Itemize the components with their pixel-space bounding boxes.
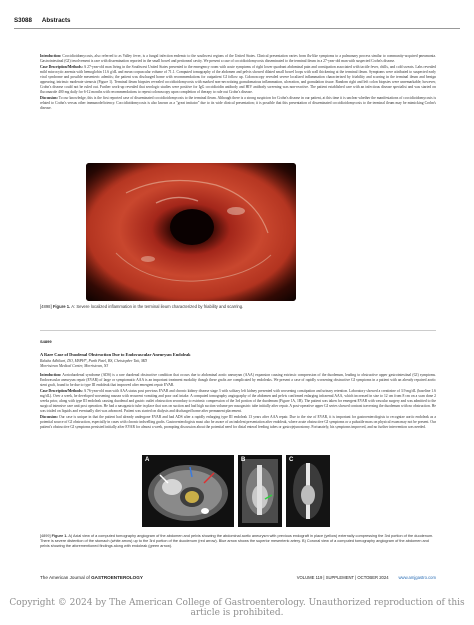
copyright-notice: Copyright © 2024 by The American College of Gastroenterology. Unauthorized reproduction of this article is prohibited. bbox=[9, 598, 465, 618]
abstract-divider bbox=[40, 330, 436, 331]
abstract-2-title: A Rare Case of Duodenal Obstruction Due to Endovascular Aneurysm Endoleak bbox=[40, 352, 191, 357]
journal-name: The American Journal of GASTROENTEROLOGY bbox=[40, 574, 143, 580]
abstract-2-intro: Introduction: Aortoduodenal syndrome (ADS) is a rare duodenal obstructive condition that occurs due to abdominal aortic aneurysm (AAA) expansion causing extrinsic compression of the duodenum, leading to obstructive upper gastrointestinal (GI) symptoms. Endovascular aneurysm repair (EVAR) of large or symptomatic AAA is an important treatment modality though these grafts are complicated by endoleaks. We present a case of rapidly worsening obstructive GI symptoms in a patient with an already repaired aortic stent graft, found to be due to type III endoleak that improved after emergent repair EVAR. bbox=[40, 373, 436, 387]
abstract-1-body bbox=[40, 54, 436, 112]
abstract-1-intro: Introduction: Coccidioidomycosis, also referred to as Valley fever, is a fungal infection endemic to the southwest regions of the United States. Clinical presentation varies from flu-like symptoms to a pulmonary process similar to community-acquired pneumonia. Gastrointestinal (GI) involvement is rare with dissemination reported in the small bowel and peritoneal cavity. We present a case of coccidioidomycosis disseminated to the terminal ileum in a 27-year-old man with suspected Crohn's disease. bbox=[40, 54, 436, 63]
page-footer bbox=[40, 573, 436, 581]
abstract-2-authors: Raksha Adhikari, DO, MSPH*, Parth Patel, BS, Christopher Tait, MD bbox=[40, 359, 148, 363]
panel-label-a: A bbox=[145, 457, 150, 463]
panel-label-c: C bbox=[289, 457, 294, 463]
figure-2-caption: [4899] Figure 1. A) Axial view of a computed tomography angiogram of the abdomen and pelvis showing the abdominal aortic aneurysm with previous endograft in place (yellow) externally compressing the 3rd portion of the duodenum. There is severe distention of the stomach (white arrow) up to the 3rd portion of the duodenum (red arrow). Blue arrow shows the superior mesenteric artery. B) Coronal view of a computed tomography angiogram of the abdomen and pelvis showing the aforementioned findings along with endoleak (green arrow). bbox=[40, 534, 434, 548]
page-number: S3088 bbox=[14, 16, 32, 24]
ct-coronal-image bbox=[238, 455, 282, 527]
ct-axial-image bbox=[142, 455, 234, 527]
header-divider bbox=[14, 28, 460, 29]
abstract-2-discussion: Discussion: Our case is unique in that the patient had already undergone EVAR and had ADS after a rapidly enlarging type III endoleak 13 years after AAA repair. Due to the rise of EVAR, it is important for gastroenterologists to recognize aortic endoleak as a potential source of GI obstruction, especially in cases with chronic indwelling grafts. Gastroenterologists must also be aware of an indolent presentation after endoleak, where acute obstructive GI symptoms or a pulsatile mass on physical exam may not be present. Our patient's obstructive GI symptoms persisted initially after EVAR for almost a week, prompting discussion about the potential need for distal enteral feeding tubes or gastrojejunostomy. Fortunately, his symptoms improved, and no further intervention was needed. bbox=[40, 415, 436, 429]
abstract-2-body bbox=[40, 373, 436, 431]
abstract-1-case: Case Description/Methods: A 27-year-old man living in the Southwest United States presented to the emergency room with acute symptoms of right lower quadrant abdominal pain and constipation associated with tactile fever, chills, and cold sweats. Labs revealed mild microcytic anemia with hemoglobin 11.6 g/dL and mean corpuscular volume of 71.1. Computed tomography of the abdomen and pelvis showed dilated small bowel loops with wall thickening at the terminal ileum. Symptoms were attributed to suspected early viral syndrome and possible mesenteric adenitis; the patient was discharged home with recommendations for outpatient GI follow up. Colonoscopy revealed severe localized inflammation characterized by friability and scarring in the terminal ileum and benign appearing, intrinsic moderate stenosis (Figure 1). Terminal ileum biopsies revealed coccidioidomycosis with marked non-necrotizing granulomatous inflammation, ulceration, and granulation tissue. Random right and left colon biopsies were unremarkable; however, Crohn's disease could not be ruled out. Further work-up revealed that serologic studies were positive for IgG coccidioidin antibody and HIV antibody screening was non-reactive. The patient established care with an infectious disease specialist and was started on fluconazole 400 mg daily for 6-12 months with recommendations to repeat colonoscopy upon completion of therapy to rule out Crohn's disease. bbox=[40, 65, 436, 94]
abstract-1-discussion: Discussion: To our knowledge, this is the first reported case of disseminated coccidioidomycosis to the terminal ileum. Although there is a strong suspicion for Crohn's disease in our patient, at this time it is unclear whether the manifestations of coccidioidomycosis is related to Crohn's versus other immunodeficiency. Coccidioidomycosis is also known as a "great imitator" due to its wide clinical presentation; it is possible that this presentation of disseminated coccidioidomycosis to the terminal ileum may be mimicking Crohn's disease. bbox=[40, 96, 436, 110]
page-header bbox=[14, 14, 460, 26]
volume-info: VOLUME 119 | SUPPLEMENT | OCTOBER 2024 bbox=[296, 574, 389, 580]
abstract-2-id: S4899 bbox=[40, 339, 52, 344]
panel-label-b: B bbox=[241, 457, 246, 463]
figure-1-caption: [4898] Figure 1. A: Severe localized inflammation in the terminal ileum characterized by friability and scarring. bbox=[40, 304, 244, 309]
abstract-2-affiliation: Morristown Medical Center, Morristown, NJ bbox=[40, 364, 109, 368]
endoscopy-image bbox=[86, 163, 296, 301]
abstract-2-case: Case Description/Methods: A 76-year-old man with AAA status post previous EVAR and chronic kidney disease stage 3 with solitary left kidney presented with worsening constipation and urinary retention. Laboratory showed a creatinine of 3.9 mg/dL (baseline 1.6 mg/dL). Over a week, he developed worsening nausea with recurrent vomiting and poor oral intake. A computed tomography angiography of the abdomen and pelvis confirmed enlarging infrarenal AAA, which increased in size to 12 cm from 8 cm on a scan done 2 weeks prior, along with type III endoleak causing duodenal and gastric outlet obstruction secondary to extrinsic compression of the 3rd portion of the duodenum (Figure 1A, 1B). The patient was taken for emergent EVAR with vascular surgery and was admitted to the surgical intensive care unit post operation. He had a nasogastric tube in place that was on suction and had high suction volume per nasogastric tube initially after repair. A post-operative upper GI series showed contrast traversing the duodenum with no obstruction. He was trialed on liquids and eventually diet was advanced. Patient was started on dialysis and discharged home after permanent placement. bbox=[40, 389, 437, 413]
ct-angiogram-image bbox=[286, 455, 330, 527]
section-title: Abstracts bbox=[41, 16, 71, 24]
journal-website-link[interactable]: www.amjgastro.com bbox=[398, 574, 436, 580]
